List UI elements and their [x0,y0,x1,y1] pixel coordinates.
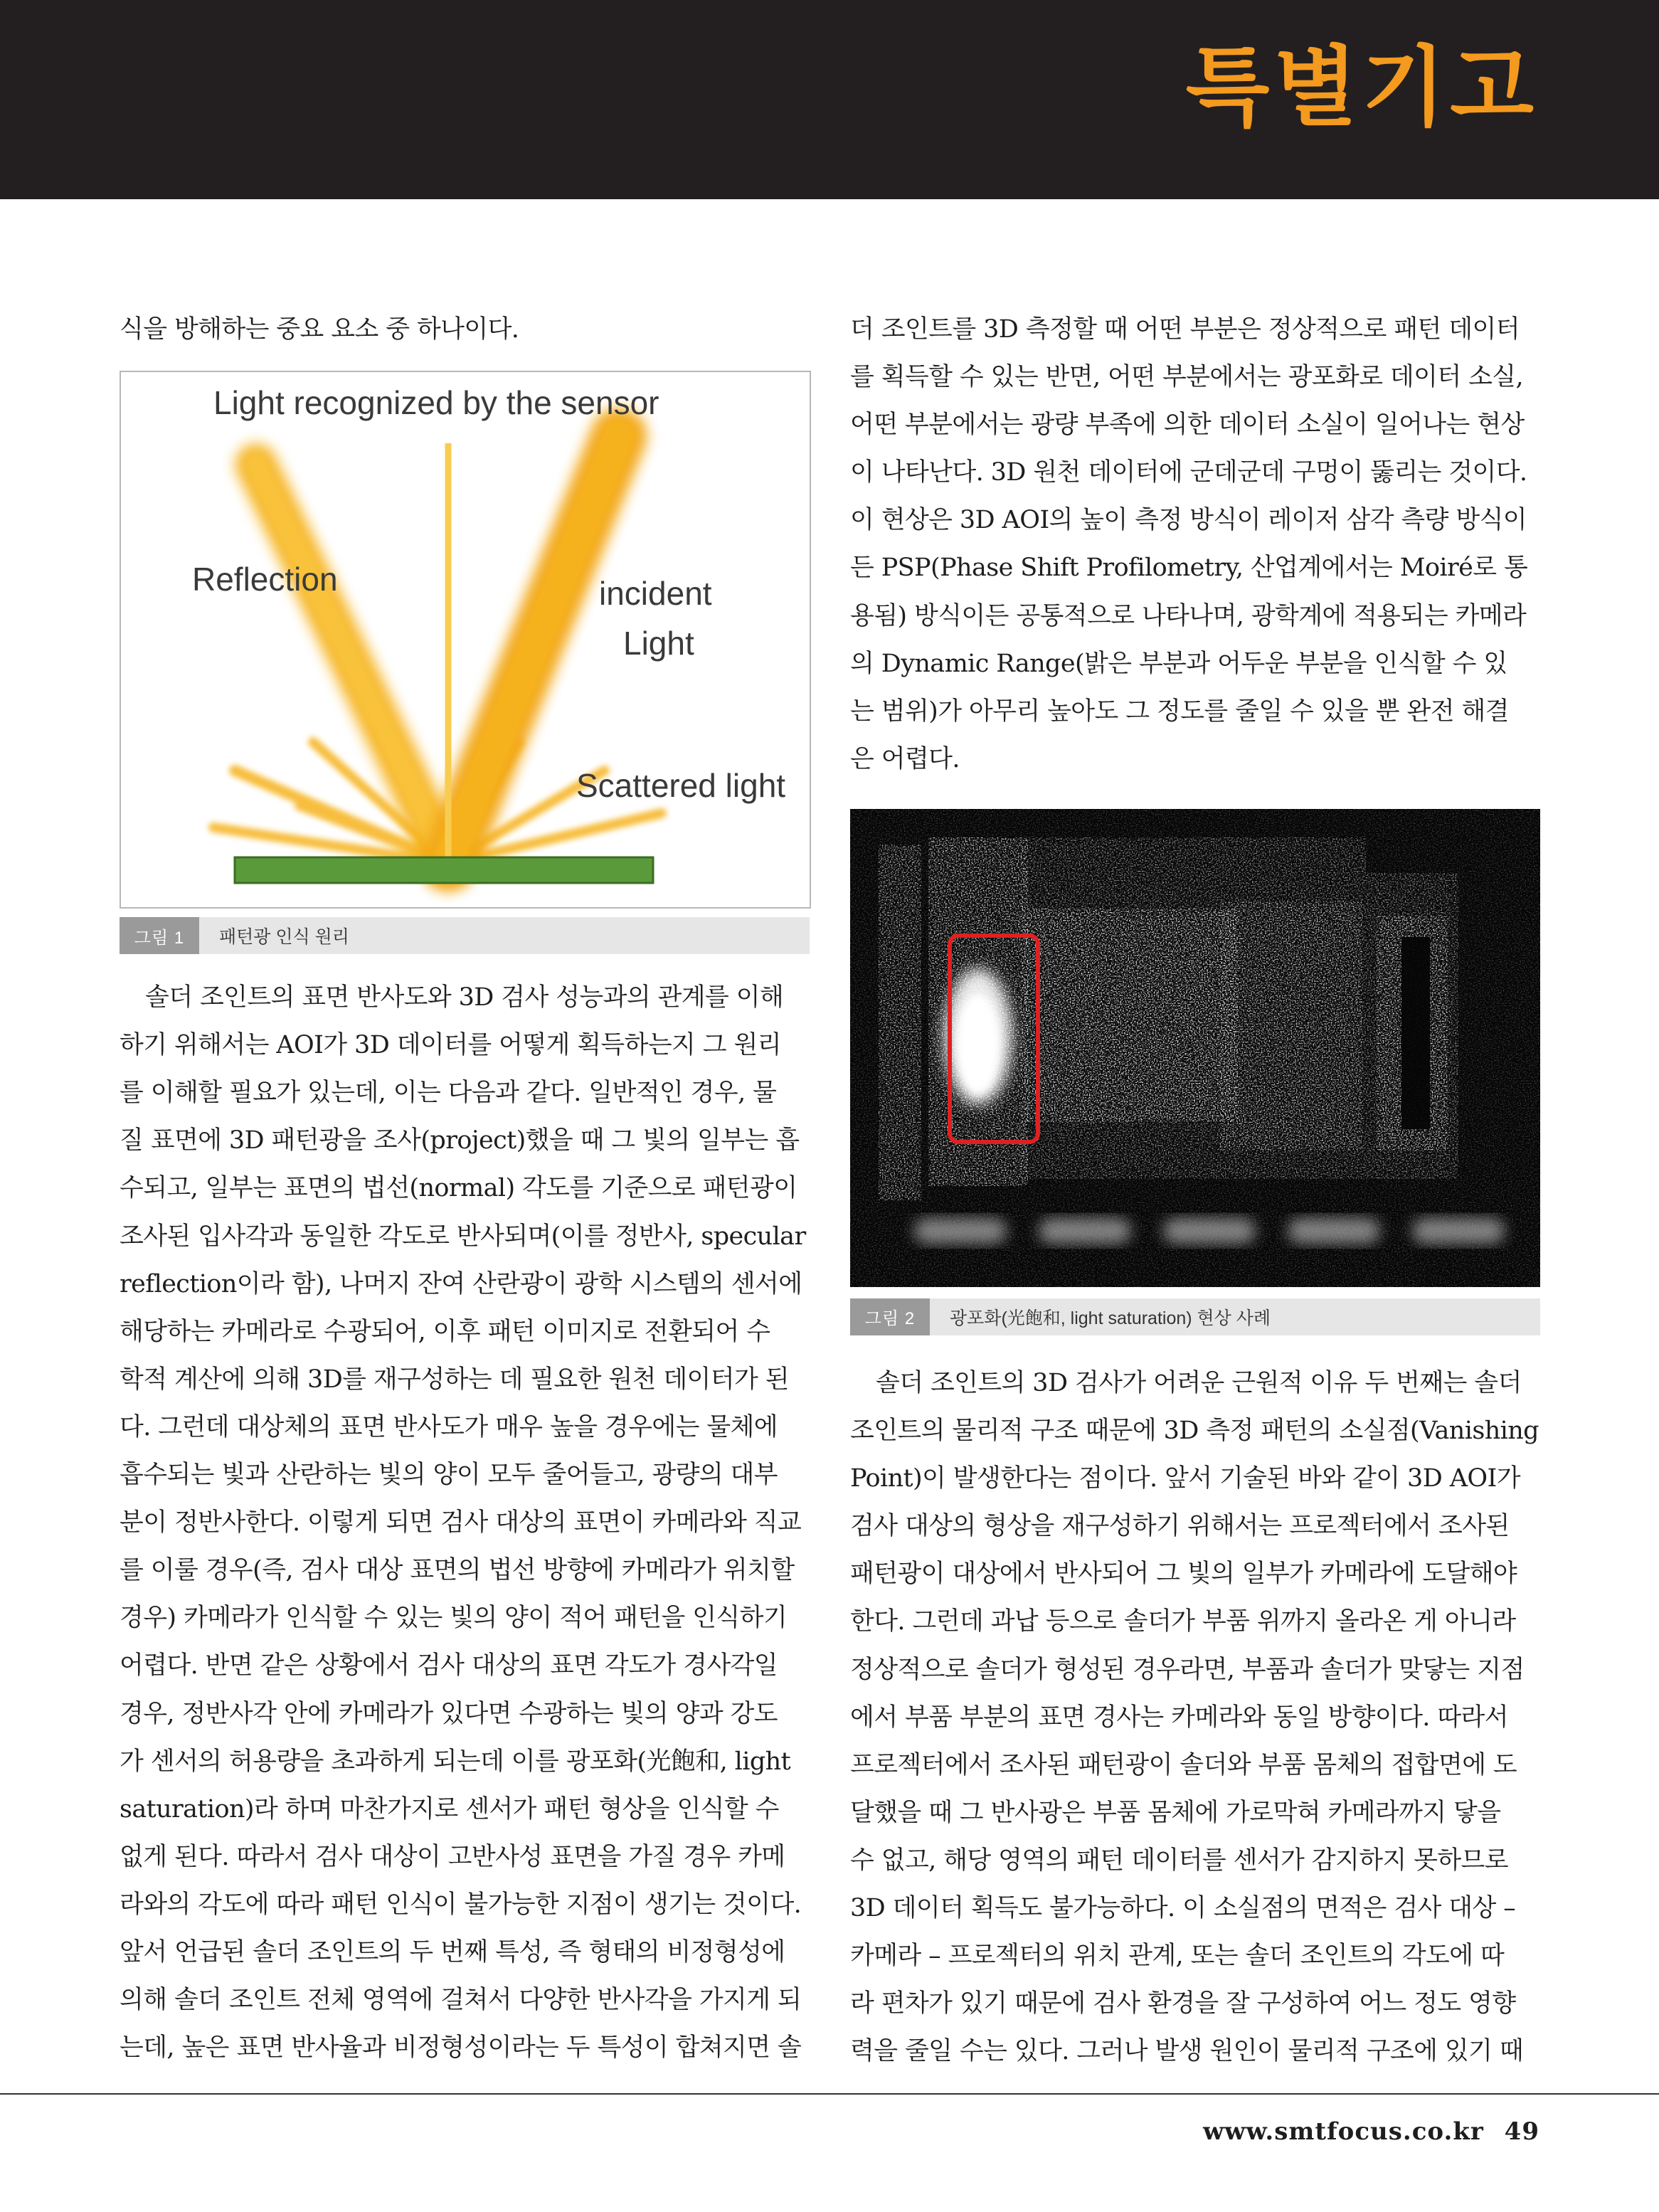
right-body-line: 달했을 때 그 반사광은 부품 몸체에 가로막혀 카메라까지 닿을 [850,1798,1501,1827]
left-body-line: 를 이룰 경우(즉, 검사 대상 표면의 법선 방향에 카메라가 위치할 [120,1556,795,1585]
right-body-line: 카메라 – 프로젝터의 위치 관계, 또는 솔더 조인트의 각도에 따 [850,1942,1505,1971]
left-body [120,974,810,2072]
header-bar [0,0,1659,199]
right-body-line: Point)이 발생한다는 점이다. 앞서 기술된 바와 같이 3D AOI가 [850,1464,1520,1493]
section-title: 특별기고 [1185,37,1538,138]
figure-1-tag: 그림 1 [120,917,199,954]
left-body-line: 흡수되는 빛과 산란하는 빛의 양이 모두 줄어들고, 광량의 대부 [120,1461,778,1490]
right-top-line: 은 어렵다. [850,744,960,773]
footer-url[interactable]: www.smtfocus.co.kr [1202,2117,1484,2146]
scattered-label: Scattered light [576,767,786,805]
right-top-line: 이 나타난다. 3D 원천 데이터에 군데군데 구멍이 뚫리는 것이다. [850,458,1527,487]
left-body-line: 경우, 정반사각 안에 카메라가 있다면 수광하는 빛의 양과 강도 [120,1699,778,1728]
left-body-line: 의해 솔더 조인트 전체 영역에 걸쳐서 다양한 반사각을 가지게 되 [120,1986,802,2015]
right-top-line: 는 범위)가 아무리 높아도 그 정도를 줄일 수 있을 뿐 완전 해결 [850,697,1509,726]
bottom-pattern-bars [914,1218,1505,1244]
right-top-line: 든 PSP(Phase Shift Profilometry, 산업계에서는 Moiré로 통 [850,554,1528,583]
left-body-line: 분이 정반사한다. 이렇게 되면 검사 대상의 표면이 카메라와 직교 [120,1508,802,1538]
right-top-line: 를 획득할 수 있는 반면, 어떤 부분에서는 광포화로 데이터 소실, [850,363,1524,392]
light-diagram [121,372,810,907]
surface-plate [235,857,653,883]
figure-1-caption-text: 패턴광 인식 원리 [219,927,349,948]
figure-1-illustration [120,371,811,909]
right-top-line: 용됨) 방식이든 공통적으로 나타나며, 광학계에 적용되는 카메라 [850,601,1527,630]
figure-2-caption-text: 광포화(光飽和, light saturation) 현상 사례 [950,1308,1271,1328]
left-body-line: 하기 위해서는 AOI가 3D 데이터를 어떻게 획득하는지 그 원리 [120,1031,781,1060]
footer [1203,2117,1539,2146]
right-column [850,306,1540,2075]
reflection-beam [256,465,448,863]
right-body-line: 한다. 그런데 과납 등으로 솔더가 부품 위까지 올라온 게 아니라 [850,1607,1516,1636]
left-top-paragraph: 식을 방해하는 중요 요소 중 하나이다. [120,315,519,344]
right-body-line: 정상적으로 솔더가 형성된 경우라면, 부품과 솔더가 맞닿는 지점 [850,1655,1525,1684]
right-top-line: 더 조인트를 3D 측정할 때 어떤 부분은 정상적으로 패턴 데이터 [850,315,1520,344]
footer-divider [0,2093,1659,2095]
reflection-label: Reflection [192,561,338,598]
saturation-photo [850,809,1540,1287]
left-body-line: 를 이해할 필요가 있는데, 이는 다음과 같다. 일반적인 경우, 물 [120,1079,777,1108]
page-number: 49 [1504,2117,1539,2146]
right-body-line: 프로젝터에서 조사된 패턴광이 솔더와 부품 몸체의 접합면에 도 [850,1750,1517,1779]
left-body-line: 솔더 조인트의 표면 반사도와 3D 검사 성능과의 관계를 이해 [145,983,784,1012]
left-body-line: 는데, 높은 표면 반사율과 비정형성이라는 두 특성이 합쳐지면 솔 [120,2033,802,2063]
right-body-line: 3D 데이터 획득도 불가능하다. 이 소실점의 면적은 검사 대상 – [850,1893,1516,1922]
right-body-line: 력을 줄일 수는 있다. 그러나 발생 원인이 물리적 구조에 있기 때 [850,2037,1524,2066]
incident-label: incident [599,575,712,613]
left-body-line: 경우) 카메라가 인식할 수 있는 빛의 양이 적어 패턴을 인식하기 [120,1604,788,1633]
right-body-line: 에서 부품 부분의 표면 경사는 카메라와 동일 방향이다. 따라서 [850,1703,1508,1732]
right-top-line: 의 Dynamic Range(밝은 부분과 어두운 부분을 인식할 수 있 [850,649,1507,678]
incident-light-label: Light [623,625,694,662]
left-body-line: 없게 된다. 따라서 검사 대상이 고반사성 표면을 가질 경우 카메 [120,1842,785,1871]
right-body-line: 조인트의 물리적 구조 때문에 3D 측정 패턴의 소실점(Vanishing [850,1417,1539,1446]
left-body-line: 조사된 입사각과 동일한 각도로 반사되며(이를 정반사, specular [120,1222,806,1251]
figure-1 [120,371,810,954]
left-body-line: 앞서 언급된 솔더 조인트의 두 번째 특성, 즉 형태의 비정형성에 [120,1937,785,1967]
left-body-line: 수되고, 일부는 표면의 법선(normal) 각도를 기준으로 패턴광이 [120,1174,797,1203]
left-body-line: 질 표면에 3D 패턴광을 조사(project)했을 때 그 빛의 일부는 흡 [120,1126,800,1155]
right-body-line: 라 편차가 있기 때문에 검사 환경을 잘 구성하여 어느 정도 영향 [850,1989,1516,2018]
sensor-label: Light recognized by the sensor [213,384,659,422]
left-body-line: 가 센서의 허용량을 초과하게 되는데 이를 광포화(光飽和, light [120,1747,791,1776]
figure-2-tag: 그림 2 [850,1298,930,1335]
left-body-line: saturation)라 하며 마찬가지로 센서가 패턴 형상을 인식할 수 [120,1794,779,1824]
left-body-line: reflection이라 함), 나머지 잔여 산란광이 광학 시스템의 센서에 [120,1269,802,1298]
left-column [120,306,810,2072]
right-body-line: 검사 대상의 형상을 재구성하기 위해서는 프로젝터에서 조사된 [850,1512,1510,1541]
figure-1-caption [120,917,810,954]
left-body-line: 다. 그런데 대상체의 표면 반사도가 매우 높을 경우에는 물체에 [120,1412,778,1441]
right-top-body [850,306,1540,783]
left-body-line: 라와의 각도에 따라 패턴 인식이 불가능한 지점이 생기는 것이다. [120,1890,802,1919]
right-top-line: 어떤 부분에서는 광량 부족에 의한 데이터 소실이 일어나는 현상 [850,411,1525,440]
right-body-line: 수 없고, 해당 영역의 패턴 데이터를 센서가 감지하지 못하므로 [850,1846,1508,1875]
right-body-line: 솔더 조인트의 3D 검사가 어려운 근원적 이유 두 번째는 솔더 [876,1368,1522,1397]
left-body-line: 어렵다. 반면 같은 상황에서 검사 대상의 표면 각도가 경사각일 [120,1651,778,1681]
right-body [850,1360,1540,2075]
right-top-line: 이 현상은 3D AOI의 높이 측정 방식이 레이저 삼각 측량 방식이 [850,506,1527,535]
left-body-line: 학적 계산에 의해 3D를 재구성하는 데 필요한 원천 데이터가 된 [120,1365,789,1394]
figure-2 [850,809,1540,1335]
figure-2-caption [850,1298,1540,1335]
figure-2-photo [850,809,1540,1287]
left-body-line: 해당하는 카메라로 수광되어, 이후 패턴 이미지로 전환되어 수 [120,1317,770,1346]
right-body-line: 패턴광이 대상에서 반사되어 그 빛의 일부가 카메라에 도달해야 [850,1560,1517,1589]
